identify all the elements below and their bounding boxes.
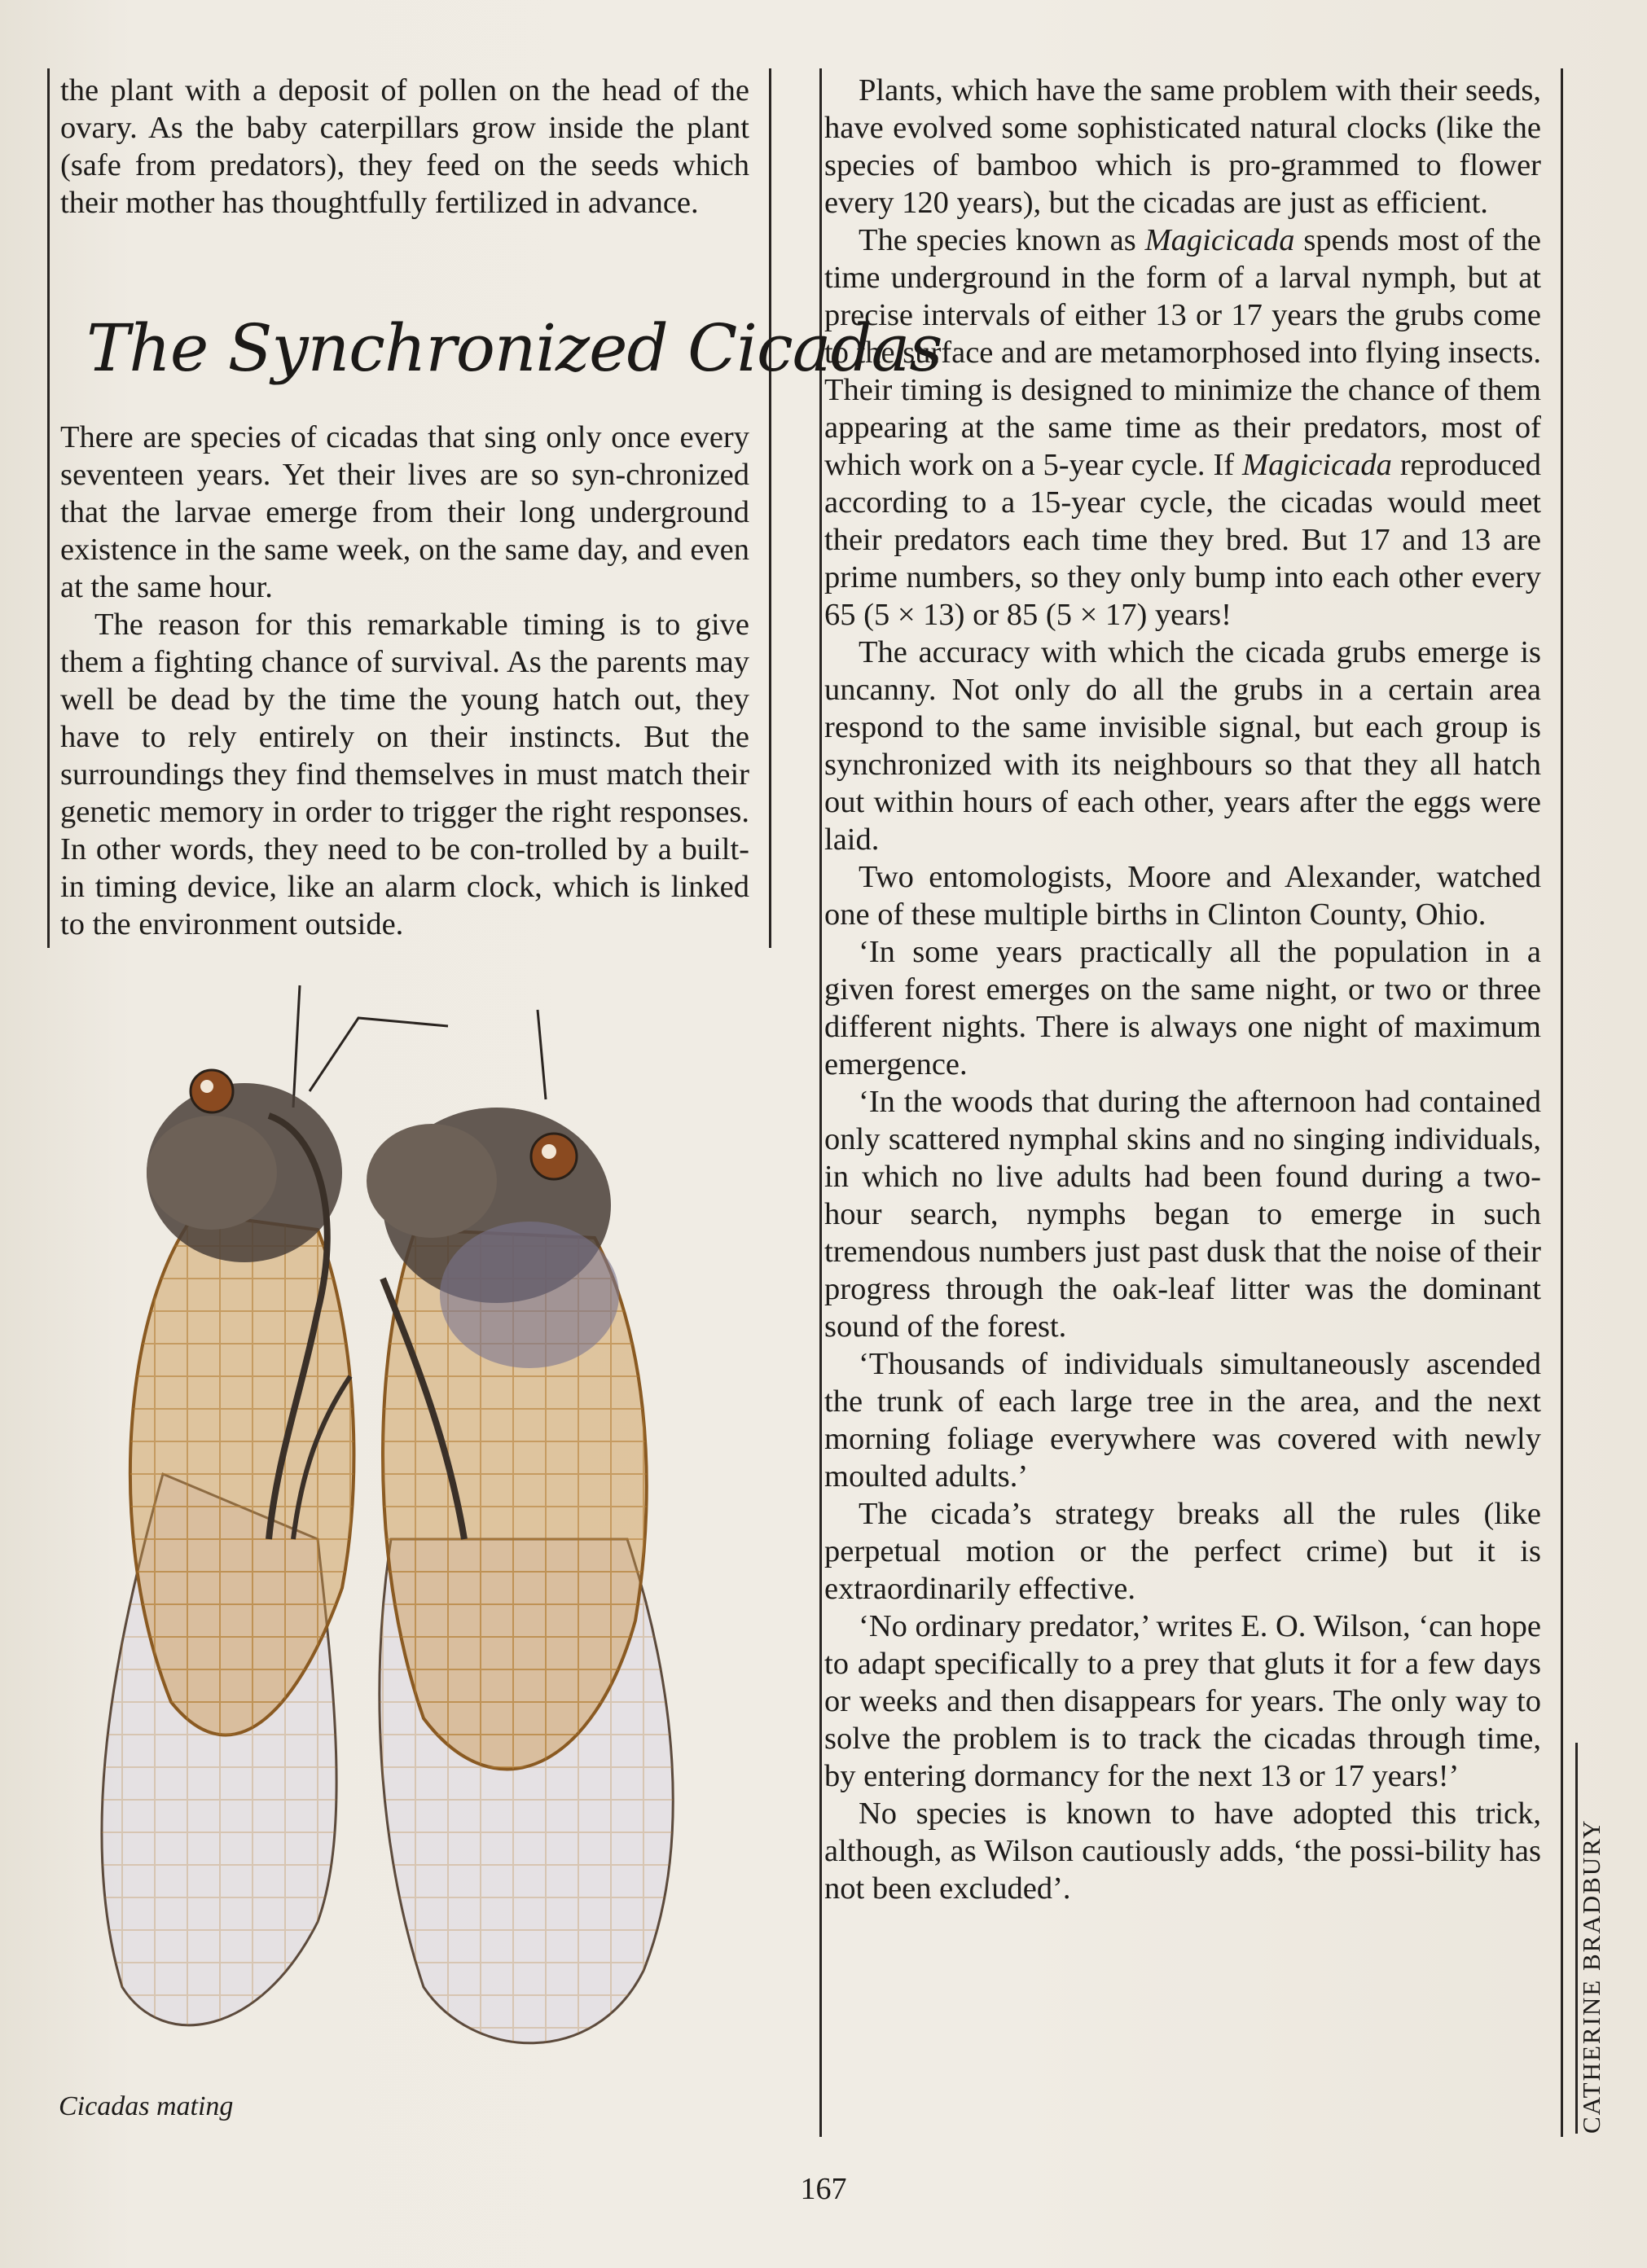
right-cicada xyxy=(293,1108,673,2043)
paragraph: There are species of cicadas that sing only once every seventeen years. Yet their lives are so syn-chronized that the larvae emerge from their long underground existence in the same week, on the same day, and even at the same hour. xyxy=(60,420,749,604)
paragraph: No species is known to have adopted this trick, although, as Wilson cautiously adds, ‘the possi-bility has not been excluded’. xyxy=(824,1796,1541,1906)
right-column xyxy=(824,72,1541,1907)
cicadas-illustration xyxy=(73,969,758,2068)
page-number: 167 xyxy=(800,2172,847,2206)
paragraph: ‘In some years practically all the population in a given forest emerges on the same night, or two or three different nights. There is always one night of maximum emergence. xyxy=(824,935,1541,1081)
paragraph: ‘No ordinary predator,’ writes E. O. Wilson, ‘can hope to adapt specifically to a prey that gluts it for a few days or weeks and then disappears for years. The only way to solve the problem is to track the cicadas through time, by entering dormancy for the next 13 or 17 years!’ xyxy=(824,1609,1541,1793)
left-cicada xyxy=(102,1070,354,2025)
text-run: The species known as xyxy=(859,223,1145,257)
paragraph: Plants, which have the same problem with their seeds, have evolved some sophisticated natural clocks (like the species of bamboo which is pro-grammed to flower every 120 years), but the cicadas are just as efficient. xyxy=(824,73,1541,220)
antenna-lines xyxy=(293,985,546,1108)
figure-caption: Cicadas mating xyxy=(59,2091,234,2121)
paragraph-magicicada xyxy=(824,222,1541,634)
left-column xyxy=(60,419,749,943)
article-title: The Synchronized Cicadas xyxy=(86,310,942,386)
paragraph: ‘In the woods that during the afternoon had contained only scattered nymphal skins and no singing individuals, in which no live adults had been found during a two-hour search, nymphs began to emerge in such tremendous numbers just past dusk that the noise of their progress through the oak-leaf litter was the dominant sound of the forest. xyxy=(824,1085,1541,1344)
cicadas-drawing xyxy=(73,969,758,2068)
right-column-right-rule xyxy=(1561,68,1563,2137)
genus-name: Magicicada xyxy=(1242,448,1392,482)
intro-column xyxy=(60,72,749,222)
intro-paragraph: the plant with a deposit of pollen on the head of the ovary. As the baby caterpillars grow inside the plant (safe from predators), they feed on the seeds which their mother has thoughtfully fertilized in advance. xyxy=(60,73,749,220)
paragraph: Two entomologists, Moore and Alexander, watched one of these multiple births in Clinton County, Ohio. xyxy=(824,860,1541,932)
paragraph: ‘Thousands of individuals simultaneously ascended the trunk of each large tree in the area, and the next morning foliage everywhere was covered with newly moulted adults.’ xyxy=(824,1347,1541,1494)
text-run: reproduced according to a 15-year cycle, the cicadas would meet their predators each time they bred. But 17 and 13 are prime numbers, so they only bump into each other every 65 (5 × 13) or 85 (5 × 17) years! xyxy=(824,448,1541,632)
left-column-right-rule xyxy=(769,68,771,948)
text-run: spends most of the time underground in the form of a larval nymph, but at precise intervals of either 13 or 17 years the grubs come to the surface and are metamorphosed into flying insects. Their timing is designed to minimize the chance of them appearing at the same time as their predators, most of which work on a 5-year cycle. If xyxy=(824,223,1541,482)
paragraph: The cicada’s strategy breaks all the rules (like perpetual motion or the perfect crime) but it is extraordinarily effective. xyxy=(824,1497,1541,1606)
paragraph: The accuracy with which the cicada grubs emerge is uncanny. Not only do all the grubs in a certain area respond to the same invisible signal, but each group is synchronized with its neighbours so that they all hatch out within hours of each other, years after the eggs were laid. xyxy=(824,635,1541,857)
genus-name: Magicicada xyxy=(1144,223,1295,257)
left-column-rule xyxy=(47,68,50,948)
illustrator-credit: CATHERINE BRADBURY xyxy=(1577,1818,1605,2134)
paragraph: The reason for this remarkable timing is to give them a fighting chance of survival. As the parents may well be dead by the time the young hatch out, they have to rely entirely on their instincts. But the surroundings they find themselves in must match their genetic memory in order to trigger the right responses. In other words, they need to be con-trolled by a built-in timing device, like an alarm clock, which is linked to the environment outside. xyxy=(60,608,749,941)
